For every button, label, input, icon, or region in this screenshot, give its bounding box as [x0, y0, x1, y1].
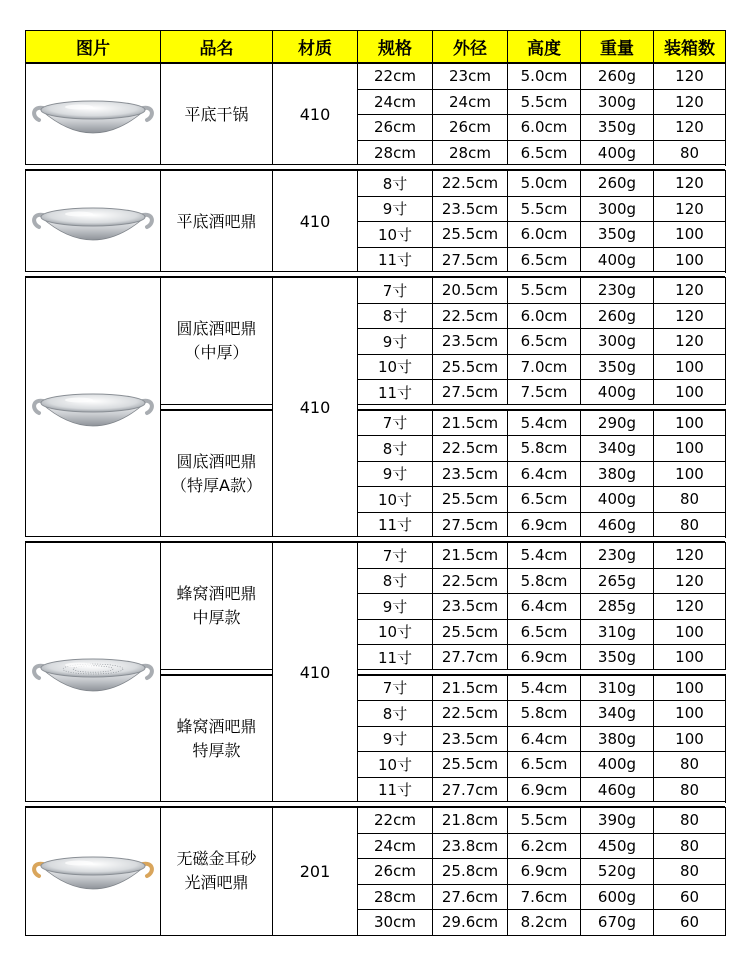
carton-qty-cell: 100 [653, 675, 726, 702]
outer-diameter-cell: 26cm [432, 114, 508, 141]
height-cell: 6.0cm [507, 114, 581, 141]
carton-qty-cell: 80 [653, 486, 726, 513]
outer-diameter-cell: 27.5cm [432, 379, 508, 406]
height-cell: 6.4cm [507, 461, 581, 488]
header-product-name: 品名 [160, 30, 273, 63]
weight-cell: 230g [580, 277, 654, 304]
weight-cell: 340g [580, 700, 654, 727]
spec-cell: 7寸 [357, 410, 433, 437]
carton-qty-cell: 100 [653, 619, 726, 646]
weight-cell: 350g [580, 114, 654, 141]
height-cell: 6.5cm [507, 751, 581, 778]
outer-diameter-cell: 23.5cm [432, 461, 508, 488]
spec-cell: 9寸 [357, 196, 433, 223]
material-cell: 410 [272, 63, 358, 166]
carton-qty-cell: 80 [653, 751, 726, 778]
weight-cell: 450g [580, 833, 654, 860]
outer-diameter-cell: 20.5cm [432, 277, 508, 304]
weight-cell: 600g [580, 884, 654, 911]
header-weight: 重量 [580, 30, 654, 63]
spec-cell: 7寸 [357, 675, 433, 702]
product-name-cell: 无磁金耳砂 光酒吧鼎 [160, 807, 273, 936]
outer-diameter-cell: 25.5cm [432, 486, 508, 513]
header-picture: 图片 [25, 30, 161, 63]
outer-diameter-cell: 24cm [432, 89, 508, 116]
carton-qty-cell: 60 [653, 909, 726, 936]
carton-qty-cell: 120 [653, 328, 726, 355]
spec-cell: 8寸 [357, 170, 433, 197]
carton-qty-cell: 80 [653, 807, 726, 834]
weight-cell: 460g [580, 512, 654, 539]
weight-cell: 670g [580, 909, 654, 936]
spec-cell: 22cm [357, 63, 433, 90]
weight-cell: 300g [580, 89, 654, 116]
carton-qty-cell: 100 [653, 461, 726, 488]
outer-diameter-cell: 21.5cm [432, 542, 508, 569]
spec-cell: 7寸 [357, 542, 433, 569]
spec-cell: 22cm [357, 807, 433, 834]
weight-cell: 400g [580, 247, 654, 274]
height-cell: 6.0cm [507, 221, 581, 248]
height-cell: 5.8cm [507, 435, 581, 462]
product-name-cell: 平底干锅 [160, 63, 273, 166]
height-cell: 5.0cm [507, 63, 581, 90]
spec-cell: 26cm [357, 114, 433, 141]
height-cell: 5.5cm [507, 89, 581, 116]
spec-cell: 26cm [357, 858, 433, 885]
weight-cell: 350g [580, 354, 654, 381]
outer-diameter-cell: 27.5cm [432, 512, 508, 539]
height-cell: 5.4cm [507, 542, 581, 569]
spec-cell: 9寸 [357, 726, 433, 753]
weight-cell: 300g [580, 196, 654, 223]
carton-qty-cell: 120 [653, 63, 726, 90]
wok-photo-icon [29, 379, 157, 437]
height-cell: 6.5cm [507, 247, 581, 274]
product-name-cell: 平底酒吧鼎 [160, 170, 273, 273]
outer-diameter-cell: 27.7cm [432, 777, 508, 804]
outer-diameter-cell: 22.5cm [432, 700, 508, 727]
height-cell: 6.2cm [507, 833, 581, 860]
weight-cell: 400g [580, 751, 654, 778]
height-cell: 6.5cm [507, 140, 581, 167]
carton-qty-cell: 100 [653, 221, 726, 248]
header-carton-qty: 装箱数 [653, 30, 726, 63]
height-cell: 6.5cm [507, 328, 581, 355]
outer-diameter-cell: 23cm [432, 63, 508, 90]
height-cell: 6.4cm [507, 593, 581, 620]
outer-diameter-cell: 28cm [432, 140, 508, 167]
outer-diameter-cell: 27.6cm [432, 884, 508, 911]
height-cell: 8.2cm [507, 909, 581, 936]
height-cell: 6.9cm [507, 858, 581, 885]
outer-diameter-cell: 25.5cm [432, 221, 508, 248]
product-name-cell: 圆底酒吧鼎 （特厚A款） [160, 410, 273, 539]
product-photo [25, 807, 161, 936]
carton-qty-cell: 120 [653, 196, 726, 223]
height-cell: 6.9cm [507, 512, 581, 539]
height-cell: 5.8cm [507, 568, 581, 595]
weight-cell: 340g [580, 435, 654, 462]
height-cell: 5.4cm [507, 410, 581, 437]
carton-qty-cell: 120 [653, 542, 726, 569]
outer-diameter-cell: 21.5cm [432, 410, 508, 437]
carton-qty-cell: 80 [653, 777, 726, 804]
spec-cell: 28cm [357, 884, 433, 911]
carton-qty-cell: 120 [653, 114, 726, 141]
height-cell: 6.9cm [507, 644, 581, 671]
weight-cell: 285g [580, 593, 654, 620]
outer-diameter-cell: 27.7cm [432, 644, 508, 671]
outer-diameter-cell: 22.5cm [432, 435, 508, 462]
weight-cell: 260g [580, 63, 654, 90]
weight-cell: 350g [580, 221, 654, 248]
carton-qty-cell: 100 [653, 247, 726, 274]
weight-cell: 400g [580, 379, 654, 406]
spec-cell: 10寸 [357, 221, 433, 248]
spec-cell: 8寸 [357, 435, 433, 462]
carton-qty-cell: 120 [653, 593, 726, 620]
height-cell: 6.0cm [507, 303, 581, 330]
spec-cell: 11寸 [357, 644, 433, 671]
height-cell: 7.5cm [507, 379, 581, 406]
spec-cell: 30cm [357, 909, 433, 936]
header-spec: 规格 [357, 30, 433, 63]
spec-cell: 10寸 [357, 619, 433, 646]
weight-cell: 290g [580, 410, 654, 437]
weight-cell: 520g [580, 858, 654, 885]
carton-qty-cell: 80 [653, 140, 726, 167]
outer-diameter-cell: 22.5cm [432, 170, 508, 197]
weight-cell: 310g [580, 619, 654, 646]
carton-qty-cell: 100 [653, 700, 726, 727]
spec-cell: 24cm [357, 89, 433, 116]
carton-qty-cell: 80 [653, 858, 726, 885]
product-name-cell: 圆底酒吧鼎 （中厚） [160, 277, 273, 406]
spec-cell: 8寸 [357, 568, 433, 595]
outer-diameter-cell: 23.5cm [432, 328, 508, 355]
wok-photo-icon [29, 842, 157, 900]
height-cell: 6.5cm [507, 486, 581, 513]
height-cell: 5.4cm [507, 675, 581, 702]
weight-cell: 230g [580, 542, 654, 569]
wok-photo-icon [29, 644, 157, 702]
carton-qty-cell: 120 [653, 303, 726, 330]
outer-diameter-cell: 23.5cm [432, 593, 508, 620]
spec-cell: 10寸 [357, 354, 433, 381]
outer-diameter-cell: 29.6cm [432, 909, 508, 936]
height-cell: 5.5cm [507, 277, 581, 304]
weight-cell: 390g [580, 807, 654, 834]
wok-photo-icon [29, 193, 157, 251]
wok-photo-icon [29, 86, 157, 144]
outer-diameter-cell: 25.5cm [432, 751, 508, 778]
carton-qty-cell: 100 [653, 644, 726, 671]
weight-cell: 265g [580, 568, 654, 595]
weight-cell: 350g [580, 644, 654, 671]
carton-qty-cell: 100 [653, 379, 726, 406]
weight-cell: 460g [580, 777, 654, 804]
carton-qty-cell: 60 [653, 884, 726, 911]
carton-qty-cell: 100 [653, 410, 726, 437]
material-cell: 201 [272, 807, 358, 936]
outer-diameter-cell: 21.5cm [432, 675, 508, 702]
carton-qty-cell: 120 [653, 277, 726, 304]
height-cell: 5.5cm [507, 196, 581, 223]
product-name-cell: 蜂窝酒吧鼎 特厚款 [160, 675, 273, 804]
height-cell: 5.8cm [507, 700, 581, 727]
spec-cell: 9寸 [357, 461, 433, 488]
height-cell: 6.4cm [507, 726, 581, 753]
outer-diameter-cell: 25.5cm [432, 619, 508, 646]
material-cell: 410 [272, 277, 358, 538]
spec-cell: 11寸 [357, 512, 433, 539]
height-cell: 5.0cm [507, 170, 581, 197]
product-name-cell: 蜂窝酒吧鼎 中厚款 [160, 542, 273, 671]
carton-qty-cell: 120 [653, 170, 726, 197]
outer-diameter-cell: 27.5cm [432, 247, 508, 274]
weight-cell: 300g [580, 328, 654, 355]
product-photo [25, 63, 161, 166]
spec-cell: 8寸 [357, 700, 433, 727]
product-photo [25, 277, 161, 538]
carton-qty-cell: 120 [653, 568, 726, 595]
spec-cell: 10寸 [357, 751, 433, 778]
weight-cell: 400g [580, 140, 654, 167]
product-photo [25, 170, 161, 273]
material-cell: 410 [272, 542, 358, 803]
carton-qty-cell: 80 [653, 512, 726, 539]
height-cell: 5.5cm [507, 807, 581, 834]
spec-cell: 11寸 [357, 777, 433, 804]
spec-cell: 7寸 [357, 277, 433, 304]
carton-qty-cell: 100 [653, 354, 726, 381]
spec-cell: 9寸 [357, 593, 433, 620]
weight-cell: 260g [580, 303, 654, 330]
weight-cell: 260g [580, 170, 654, 197]
spec-cell: 28cm [357, 140, 433, 167]
height-cell: 7.6cm [507, 884, 581, 911]
outer-diameter-cell: 25.8cm [432, 858, 508, 885]
outer-diameter-cell: 21.8cm [432, 807, 508, 834]
outer-diameter-cell: 22.5cm [432, 568, 508, 595]
header-material: 材质 [272, 30, 358, 63]
carton-qty-cell: 120 [653, 89, 726, 116]
outer-diameter-cell: 23.8cm [432, 833, 508, 860]
carton-qty-cell: 100 [653, 726, 726, 753]
weight-cell: 380g [580, 726, 654, 753]
header-height: 高度 [507, 30, 581, 63]
spec-cell: 8寸 [357, 303, 433, 330]
weight-cell: 400g [580, 486, 654, 513]
spec-cell: 10寸 [357, 486, 433, 513]
outer-diameter-cell: 23.5cm [432, 196, 508, 223]
spec-cell: 9寸 [357, 328, 433, 355]
spec-cell: 11寸 [357, 379, 433, 406]
carton-qty-cell: 100 [653, 435, 726, 462]
header-outer-diameter: 外径 [432, 30, 508, 63]
outer-diameter-cell: 23.5cm [432, 726, 508, 753]
product-photo [25, 542, 161, 803]
height-cell: 7.0cm [507, 354, 581, 381]
spec-cell: 11寸 [357, 247, 433, 274]
outer-diameter-cell: 25.5cm [432, 354, 508, 381]
carton-qty-cell: 80 [653, 833, 726, 860]
height-cell: 6.5cm [507, 619, 581, 646]
material-cell: 410 [272, 170, 358, 273]
spec-cell: 24cm [357, 833, 433, 860]
weight-cell: 310g [580, 675, 654, 702]
height-cell: 6.9cm [507, 777, 581, 804]
outer-diameter-cell: 22.5cm [432, 303, 508, 330]
weight-cell: 380g [580, 461, 654, 488]
